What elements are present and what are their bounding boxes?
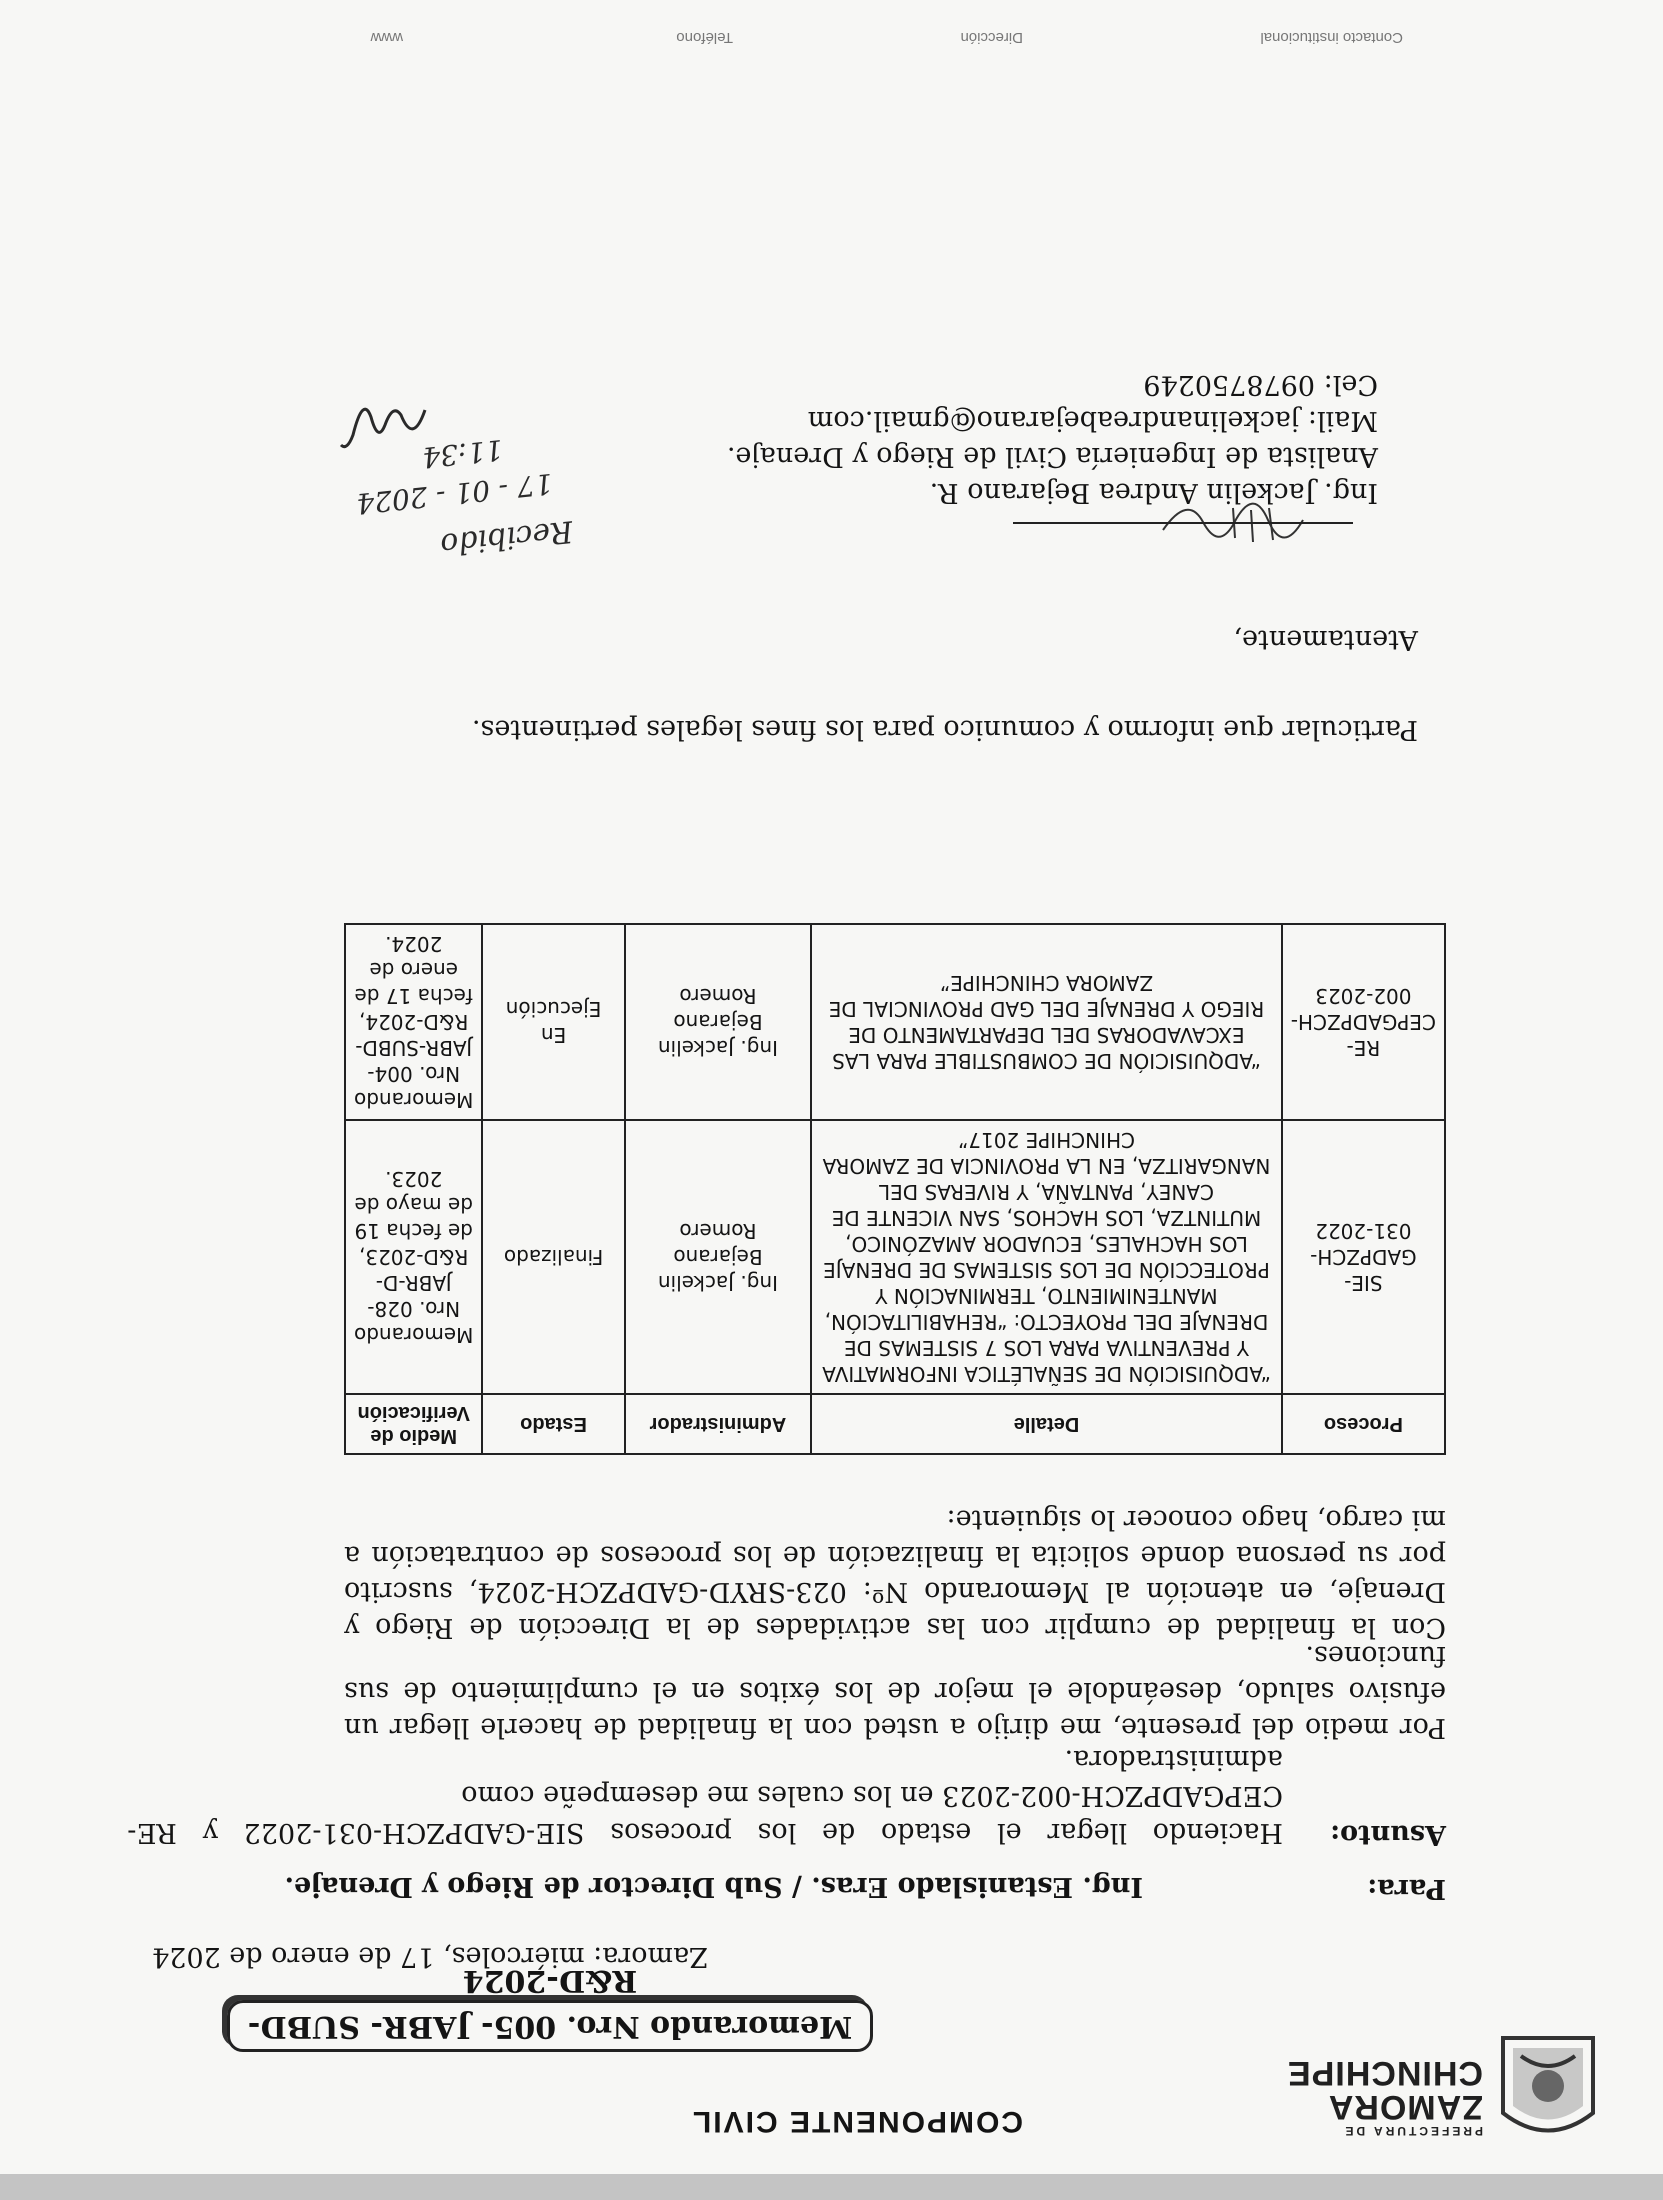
process-table bbox=[344, 923, 1446, 1455]
memo-date: Zamora: miércoles, 17 de enero de 2024 bbox=[152, 1941, 708, 1972]
handwritten-date: 17 - 01 - 2024 bbox=[354, 466, 555, 521]
scan-edge-bar bbox=[0, 2174, 1663, 2200]
memo-number: Memorando Nro. 005- JABR- SUBD-R&D-2024 bbox=[227, 2000, 873, 2052]
cell-proceso: SIE-GADPZCH-031-2022 bbox=[1282, 1120, 1445, 1394]
subject-line-1: Haciendo llegar el estado de los procesos SIE-GADPZCH-031-2022 y RE- bbox=[127, 1817, 1283, 1848]
signer-name: Ing. Jackelin Andrea Bejarano R. bbox=[929, 477, 1378, 508]
cell-administrador: Ing. Jackelin Bejarano Romero bbox=[625, 1120, 812, 1394]
prefecture-logo-icon bbox=[1493, 2028, 1603, 2148]
closing-text: Particular que informo y comunico para los fines legales pertinentes. bbox=[471, 714, 1418, 745]
cell-proceso: RE-CEPGADPZCH-002-2023 bbox=[1282, 924, 1445, 1120]
brand-block bbox=[1287, 2056, 1483, 2138]
cell-estado: En Ejecución bbox=[482, 924, 624, 1120]
cell-administrador: Ing. Jackelin Bejarano Romero bbox=[625, 924, 812, 1120]
to-label: Para: bbox=[1367, 1873, 1446, 1904]
signer-phone: Cel: 0978750249 bbox=[1143, 369, 1378, 400]
salutation: Atentamente, bbox=[1233, 624, 1418, 655]
unit-title: COMPONENTE CIVIL bbox=[690, 2105, 1023, 2138]
col-header-verificacion: Medio de Verificación bbox=[345, 1394, 482, 1454]
footer-item: Dirección bbox=[960, 29, 1023, 46]
footer-item: www bbox=[370, 29, 403, 46]
org-name-2: CHINCHIPE bbox=[1286, 2054, 1483, 2092]
intro-paragraph: Por medio del presente, me dirijo a usted con la finalidad de hacerle llegar un efusivo saludo, deseándole el mejor de los éxitos en el cumplimiento de sus funciones. bbox=[344, 1640, 1446, 1743]
table-header-row bbox=[345, 1394, 1445, 1454]
org-prefix: PREFECTURA DE bbox=[1342, 2124, 1483, 2138]
signature-block bbox=[727, 366, 1378, 510]
subject-label: Asunto: bbox=[1330, 1819, 1446, 1850]
cell-detalle: “ADQUISICIÓN DE SEÑALÉTICA INFORMATIVA Y PREVENTIVA PARA LOS 7 SISTEMAS DE DRENAJE DEL PROYECTO: “REHABILITACIÓN, MANTENIMIENTO, TERMINACIÓN Y PROTECCIÓN DE LOS SISTEMAS DE DRENAJE LOS HACHALES, ECUADOR AMAZÓNICO, MUTINTZA, LOS HACHOS, SAN VICENTE DE CANEY, PANTAÑA, Y RIVERAS DEL NANGARITZA, EN LA PROVINCIA DE ZAMORA CHINCHIPE 2017” bbox=[811, 1120, 1282, 1394]
org-name-1: ZAMORA bbox=[1327, 2088, 1483, 2126]
cell-estado: Finalizado bbox=[482, 1120, 624, 1394]
handwritten-received: Recibido bbox=[438, 513, 575, 562]
handwritten-time: 11:34 bbox=[420, 432, 505, 475]
cell-verificacion: Memorando Nro. 028- JABR-D-R&D-2023, de fecha 19 de mayo de 2023. bbox=[345, 1120, 482, 1394]
request-paragraph: Con la finalidad de cumplir con las actividades de la Dirección de Riego y Drenaje, en atención al Memorando Nº: 023-SRYD-GADPZCH-2024, suscrito por su persona donde solicita la finalización de los procesos de contratación a mi cargo, hago conocer lo siguiente: bbox=[344, 1504, 1446, 1643]
col-header-detalle: Detalle bbox=[811, 1394, 1282, 1454]
col-header-estado: Estado bbox=[482, 1394, 624, 1454]
col-header-proceso: Proceso bbox=[1282, 1394, 1445, 1454]
signer-role: Analista de Ingeniería Civil de Riego y Drenaje. bbox=[726, 441, 1378, 472]
handwritten-initials-icon bbox=[333, 385, 433, 465]
cell-detalle: “ADQUISICIÓN DE COMBUSTIBLE PARA LAS EXCAVADORAS DEL DEPARTAMENTO DE RIEGO Y DRENAJE DEL GAD PROVINCIAL DE ZAMORA CHINCHIPE” bbox=[811, 924, 1282, 1120]
subject-line-2: CEPGADPZCH-002-2023 en los cuales me desempeñe como administradora. bbox=[461, 1744, 1283, 1811]
signature-line bbox=[1013, 522, 1353, 524]
table-row bbox=[345, 924, 1445, 1120]
signer-mail: Mail: jackelinandreabejarano@gmail.com bbox=[807, 405, 1378, 436]
cell-verificacion: Memorando Nro. 004- JABR-SUBD-R&D-2024, fecha 17 de enero de 2024. bbox=[345, 924, 482, 1120]
table-row bbox=[345, 1120, 1445, 1394]
to-value: Ing. Estanislado Eras. / Sub Director de Riego y Drenaje. bbox=[284, 1871, 1143, 1902]
footer-item: Teléfono bbox=[676, 29, 733, 46]
footer-item: Contacto institucional bbox=[1260, 29, 1403, 46]
col-header-administrador: Administrador bbox=[625, 1394, 812, 1454]
